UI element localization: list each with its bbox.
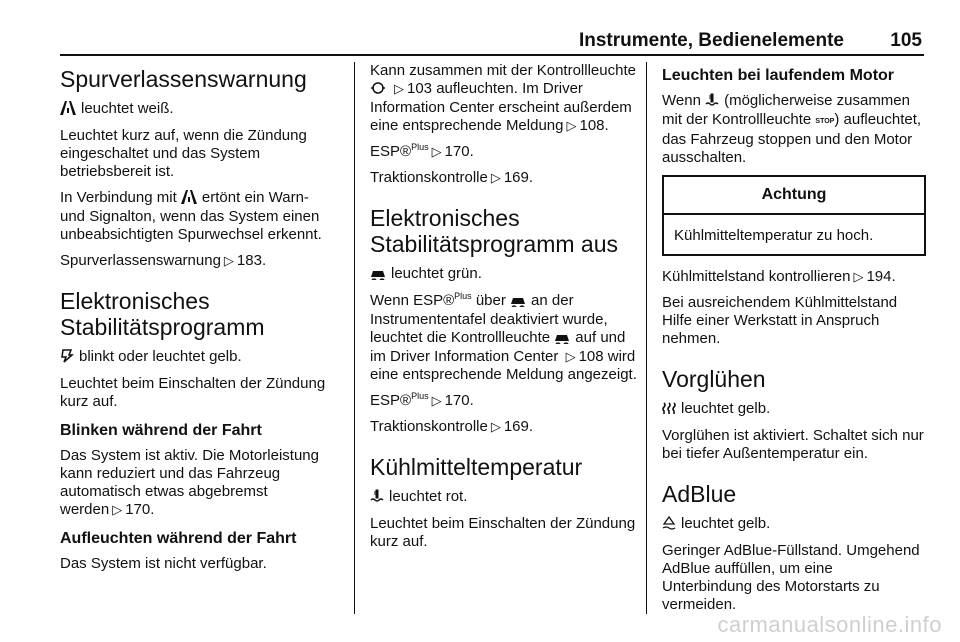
- esp-off-para: Wenn ESP®$^{Plus}$ über an der Instrumententafel deaktiviert wurde, leuchtet die Kontrollleuchte auf und im Driver Information Center ▷ 108 wird eine entsprechende Meldung angezeigt.: [370, 291, 637, 383]
- esp-off-icon: [554, 330, 570, 348]
- esp-off-icon-line: leuchtet grün.: [370, 265, 640, 284]
- header-title: Instrumente, Bedienelemente: [578, 30, 844, 51]
- auf-para: Das System ist nicht verfügbar.: [60, 555, 267, 572]
- lane-departure-icon: [60, 101, 76, 119]
- lane-para-1: Leuchtet kurz auf, wenn die Zündung eingeschaltet und das System betriebsbereit ist.: [60, 127, 307, 180]
- adblue-icon-line: leuchtet gelb.: [662, 515, 926, 534]
- esp-icon-line: blinkt oder leuchtet gelb.: [60, 348, 330, 367]
- esp-para-1: Leuchtet beim Einschalten der Zündung kurz auf.: [60, 375, 326, 410]
- xref-arrow-icon: ▷: [394, 81, 404, 96]
- column-divider: [354, 62, 355, 614]
- adblue-icon: [662, 516, 676, 534]
- esp-off-icon: [370, 266, 386, 284]
- xref-arrow-icon: ▷: [853, 269, 864, 284]
- xref-arrow-icon: ▷: [490, 170, 501, 185]
- esp-plus-ref: ESP®$^{Plus}$ ▷ 170.: [370, 142, 474, 160]
- heading-vorgluehen: Vorglühen: [662, 366, 766, 392]
- kuehl-para: Leuchtet beim Einschalten der Zündung kurz auf.: [370, 515, 636, 550]
- heading-esp: Elektronisches Stabilitätsprogramm: [60, 288, 265, 340]
- heading-kuehlmittel: Kühlmitteltemperatur: [370, 454, 583, 480]
- stop-indicator: STOP: [815, 118, 835, 125]
- power-steering-icon: [370, 81, 386, 99]
- column-1: [60, 62, 330, 581]
- glow-plug-icon: [662, 401, 676, 419]
- heading-adblue: AdBlue: [662, 481, 737, 507]
- lane-icon-line: leuchtet weiß.: [60, 100, 330, 119]
- adblue-para: Geringer AdBlue-Füllstand. Umgehend AdBlue auffüllen, um eine Unterbindung des Motorstarts zu vermeiden.: [662, 542, 920, 613]
- traktion-ref: Traktionskontrolle ▷ 169.: [370, 169, 534, 186]
- page-number: 105: [890, 30, 922, 51]
- heading-laufender-motor: Leuchten bei laufendem Motor: [662, 67, 895, 84]
- vorg-icon-line: leuchtet gelb.: [662, 400, 926, 419]
- xref-arrow-icon: ▷: [431, 144, 442, 159]
- xref-arrow-icon: ▷: [565, 349, 576, 364]
- coolant-temperature-icon: [705, 93, 719, 111]
- column-divider: [646, 62, 647, 614]
- heading-esp-off: Elektronisches Stabilitätsprogramm aus: [370, 205, 618, 257]
- xref-arrow-icon: ▷: [112, 502, 123, 517]
- watermark: carmanualsonline.info: [717, 612, 942, 637]
- esp-off-icon: [510, 293, 526, 311]
- xref-arrow-icon: ▷: [490, 419, 501, 434]
- coolant-temperature-icon: [370, 489, 384, 507]
- heading-aufleuchten: Aufleuchten während der Fahrt: [60, 530, 297, 547]
- esp-plus-ref-2: ESP®$^{Plus}$ ▷ 170.: [370, 391, 474, 409]
- page-header: [60, 24, 924, 56]
- lane-departure-icon: [181, 190, 197, 208]
- warning-box-body: Kühlmitteltemperatur zu hoch.: [674, 227, 874, 244]
- traktion-ref-2: Traktionskontrolle ▷ 169.: [370, 418, 534, 435]
- blink-para: Das System ist aktiv. Die Motorleistung kann reduziert und das Fahrzeug automatisch etwas abgebremst werden ▷ 170.: [60, 447, 319, 518]
- kuehlstand-ref: Kühlmittelstand kontrollieren ▷ 194.: [662, 268, 896, 285]
- kuehlstand-para: Bei ausreichendem Kühlmittelstand Hilfe einer Werkstatt in Anspruch nehmen.: [662, 294, 898, 347]
- heading-lane-departure: Spurverlassenswarnung: [60, 66, 307, 92]
- warning-box: [662, 175, 926, 256]
- esp-icon: [60, 349, 74, 367]
- lane-reference: Spurverlassenswarnung ▷ 183.: [60, 252, 267, 269]
- column-2: [370, 62, 640, 559]
- xref-arrow-icon: ▷: [223, 253, 234, 268]
- warning-box-title: Achtung: [664, 177, 924, 215]
- heading-blinken: Blinken während der Fahrt: [60, 422, 262, 439]
- xref-arrow-icon: ▷: [431, 393, 442, 408]
- motor-para: Wenn (möglicherweise zusammen mit der Kontrollleuchte STOP) aufleuchtet, das Fahrzeug stoppen und den Motor ausschalten.: [662, 92, 922, 166]
- vorg-para: Vorglühen ist aktiviert. Schaltet sich nur bei tiefer Außentemperatur ein.: [662, 427, 924, 462]
- lane-para-2: In Verbindung mit ertönt ein Warn- und Signalton, wenn das System einen unbeabsichtigten Spurwechsel erkennt.: [60, 189, 322, 243]
- column-3: [662, 62, 926, 622]
- xref-arrow-icon: ▷: [566, 118, 577, 133]
- col2-para-1: Kann zusammen mit der Kontrollleuchte ▷ 103 aufleuchten. Im Driver Information Center erscheint außerdem eine entsprechende Meldung ▷ 108.: [370, 62, 636, 134]
- kuehl-icon-line: leuchtet rot.: [370, 488, 640, 507]
